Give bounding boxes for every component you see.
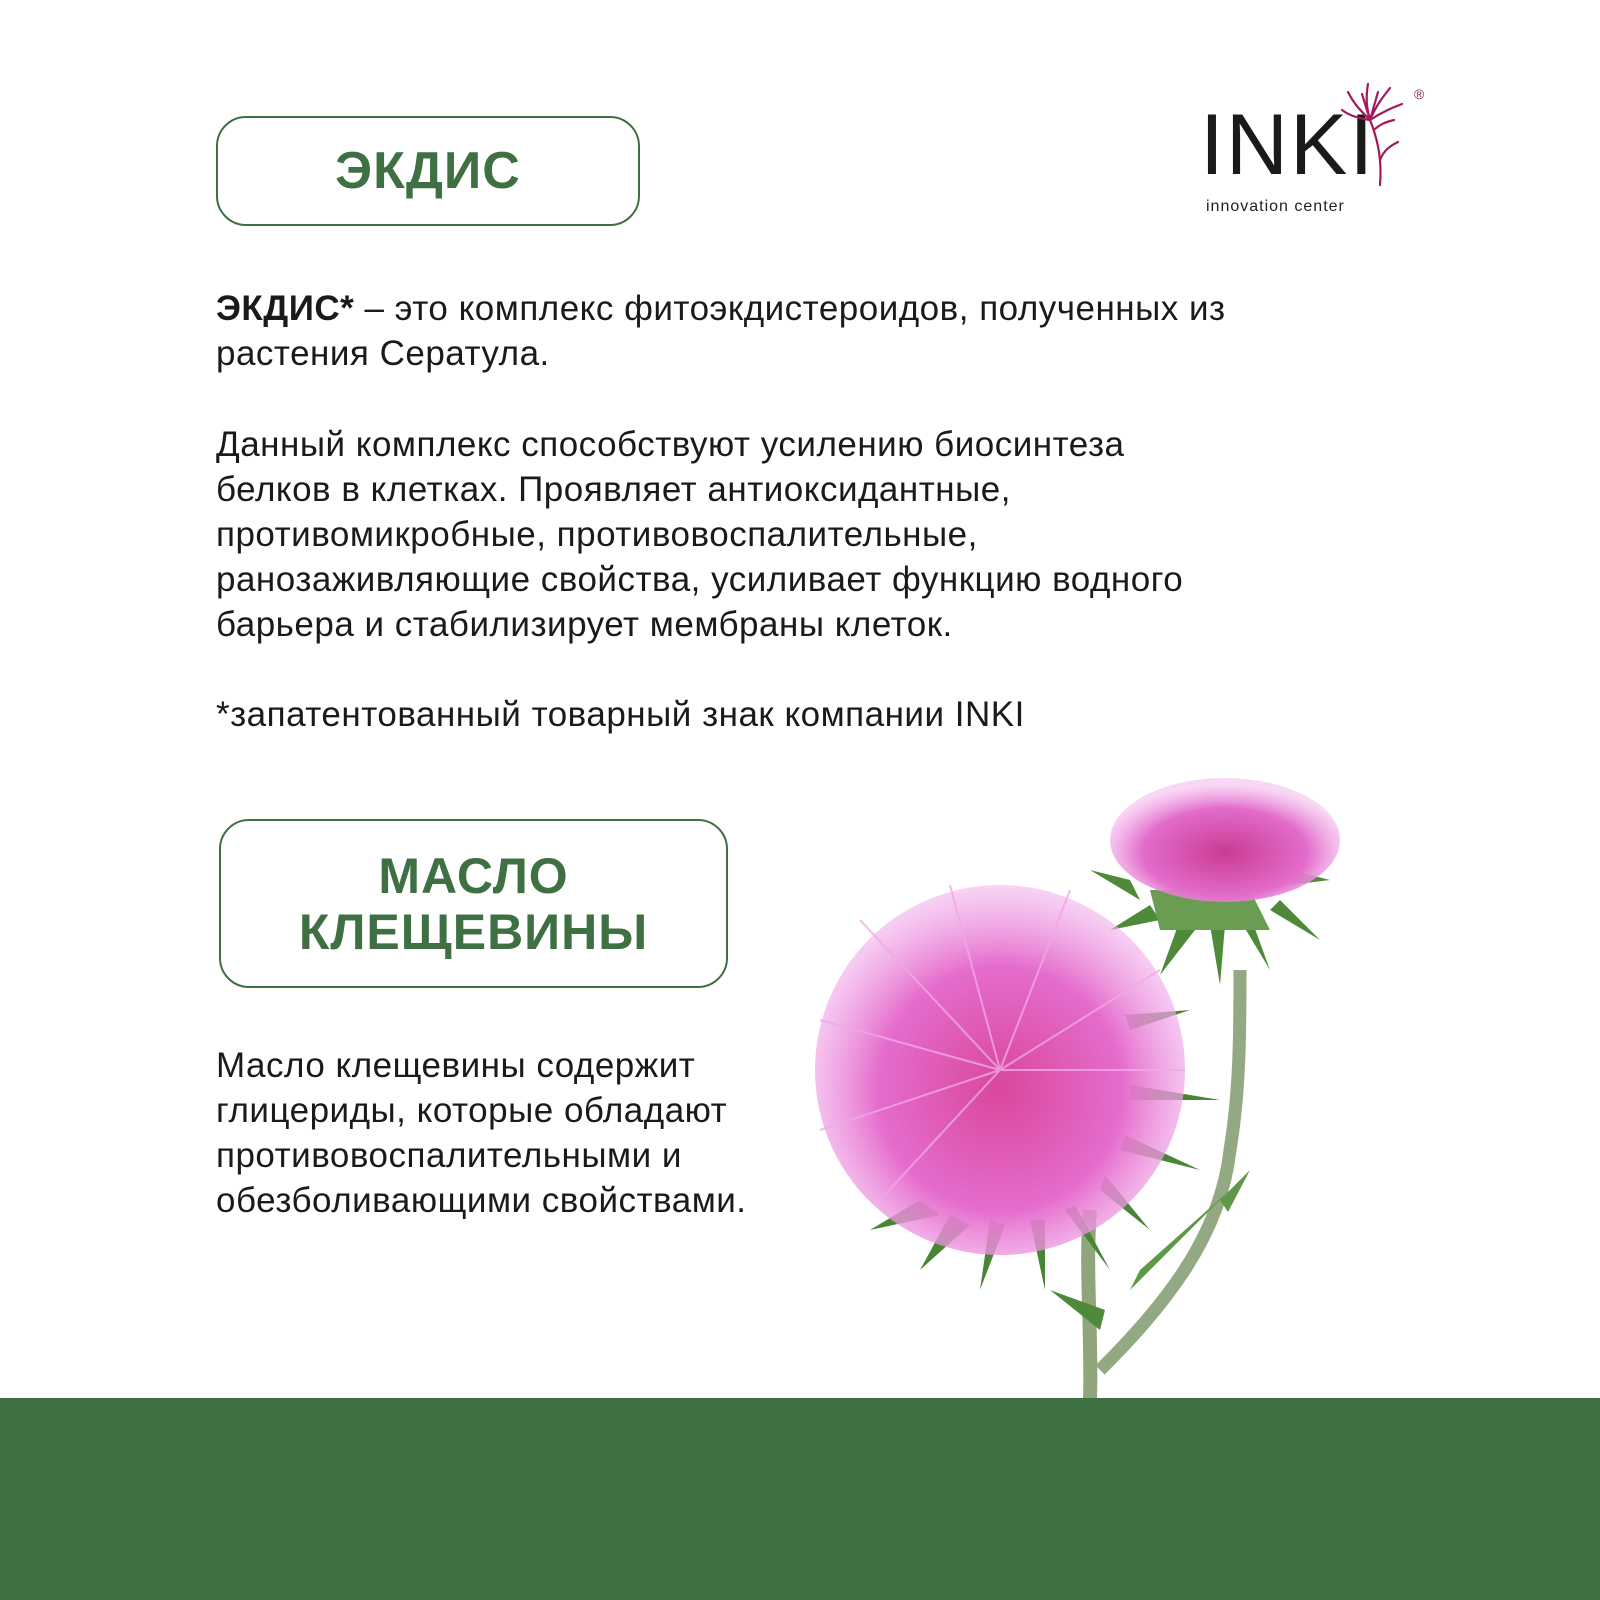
logo-tagline: innovation center	[1206, 198, 1345, 215]
brand-logo	[1200, 80, 1440, 230]
ekdis-intro-bold: ЭКДИС*	[216, 289, 355, 328]
ekdis-footnote: *запатентованный товарный знак компании INKI	[216, 695, 1025, 734]
thistle-flower-image	[800, 770, 1360, 1400]
footer-band	[0, 1398, 1600, 1600]
logo-wordmark: INKI	[1200, 97, 1376, 193]
castor-oil-heading-line1: МАСЛО	[378, 847, 569, 904]
ekdis-description: Данный комплекс способствуют усилению биосинтеза белков в клетках. Проявляет антиоксидантные, противомикробные, противовоспалительные, ранозаживляющие свойства, усиливает функцию водного барьера и стабилизирует мембраны клеток.	[216, 425, 1184, 644]
ekdis-intro	[216, 286, 1226, 376]
registered-mark: ®	[1414, 86, 1425, 102]
castor-oil-heading-line2: КЛЕЩЕВИНЫ	[298, 903, 649, 960]
castor-oil-description: Масло клещевины содержит глицериды, которые обладают противовоспалительными и обезболивающими свойствами.	[216, 1046, 747, 1220]
ekdis-intro-text: – это комплекс фитоэкдистероидов, полученных из растения Сератула.	[216, 289, 1226, 373]
ekdis-heading-badge	[216, 116, 640, 226]
ekdis-heading: ЭКДИС	[335, 142, 521, 200]
castor-oil-heading-badge	[219, 819, 728, 988]
logo-thistle-icon	[1340, 80, 1440, 190]
